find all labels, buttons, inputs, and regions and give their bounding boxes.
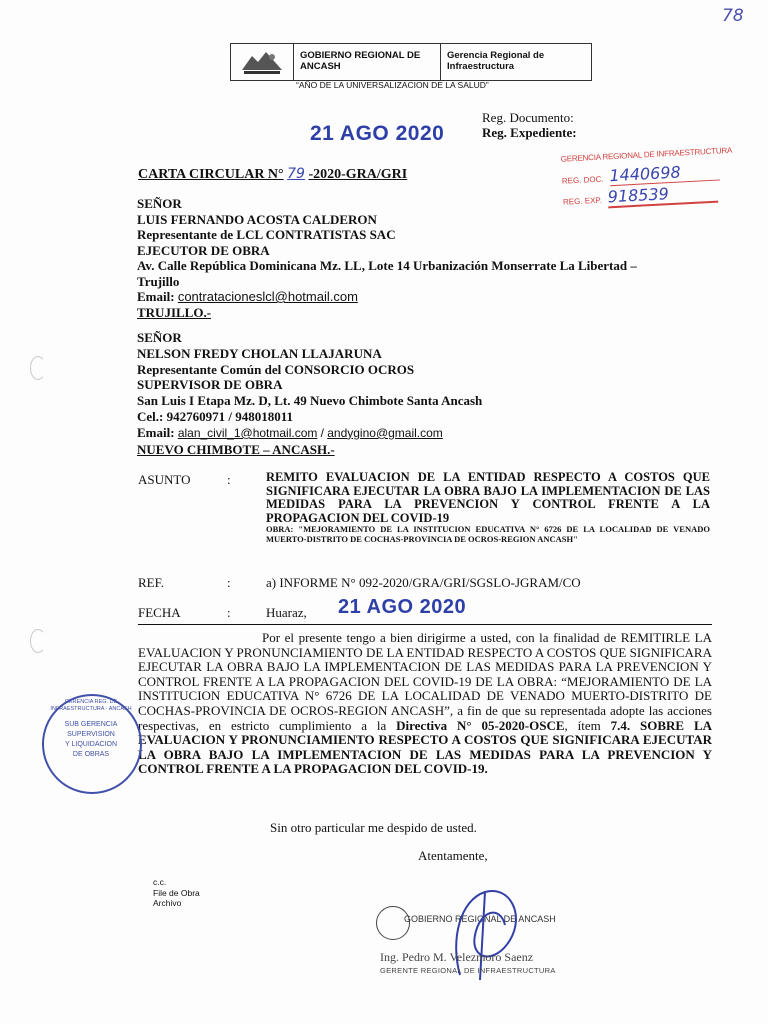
asunto-label: ASUNTO [138,472,191,487]
recipient-name: LUIS FERNANDO ACOSTA CALDERON [137,211,377,227]
carbon-copy [153,877,200,909]
signer-title: GERENTE REGIONAL DE INFRAESTRUCTURA [380,966,556,975]
signature-org: GOBIERNO REGIONAL DE ANCASH [404,914,556,924]
fecha-date-stamp: 21 AGO 2020 [338,596,467,618]
asunto-subject: REMITO EVALUACION DE LA ENTIDAD RESPECTO A COSTOS QUE SIGNIFICARA EJECUTAR LA OBRA BAJO LA IMPLEMENTACION DE LAS MEDIDAS PARA LA PREVENCION Y CONTROL FRENTE A LA PROPAGACION DEL COVID-19 [266,470,710,525]
stamp-doc-value: 1440698 [609,160,720,186]
stamp-doc-label: REG. DOC. [561,174,604,186]
cc-label: c.c. [153,877,167,887]
seal-ring-text: GERENCIA REG. DE INFRAESTRUCTURA · ANCASH [50,699,132,712]
asunto-obra: OBRA: "MEJORAMIENTO DE LA INSTITUCION EDUCATIVA N° 6726 DE LA LOCALIDAD DE VENADO MUERTO-DISTRITO DE COCHAS-PROVINCIA DE OCROS-REGION ANCASH" [266,524,710,544]
letter-prefix: CARTA CIRCULAR N° [138,167,284,182]
reg-documento-label: Reg. Documento: [482,110,574,125]
seal-line: Y LIQUIDACION [65,741,117,748]
region-logo [231,44,294,80]
email-link[interactable]: contratacioneslcl@hotmail.com [177,289,358,304]
registry-labels [482,110,577,140]
email-label: Email: [137,289,175,304]
punch-hole [30,629,46,653]
mountain-logo-icon [240,48,284,76]
office-seal [42,694,142,794]
seal-line: SUPERVISION [67,731,115,738]
letter-number [138,166,407,183]
org-name-right: Gerencia Regional de Infraestructura [447,50,545,72]
org-name-left: GOBIERNO REGIONAL DE ANCASH [294,44,441,80]
letter-suffix: -2020-GRA/GRI [308,167,408,182]
fecha-label: FECHA [138,605,181,620]
recipient-email-row [137,425,697,442]
stamp-exp-label: REG. EXP. [562,195,603,207]
letter-body [138,631,712,777]
recipient-2 [137,330,697,457]
recipient-role: SUPERVISOR DE OBRA [137,377,283,393]
recipient-email-row [137,289,697,305]
recipient-city: TRUJILLO.- [137,304,212,320]
seal-line: SUB GERENCIA [64,721,118,728]
asunto-colon: : [227,472,231,487]
recipient-address: San Luis I Etapa Mz. D, Lt. 49 Nuevo Chimbote Santa Ancash [137,393,483,409]
body-directiva: Directiva N° 05-2020-OSCE [396,717,565,733]
recipient-phone: Cel.: 942760971 / 948018011 [137,408,293,424]
salutation: SEÑOR [137,196,182,211]
year-motto: “AÑO DE LA UNIVERSALIZACION DE LA SALUD” [296,80,489,90]
signer-name: Ing. Pedro M. Velezmoro Saenz [380,950,534,964]
ref-colon: : [227,575,231,590]
recipient-address-city: Trujillo [137,273,180,289]
cc-item: Archivo [153,898,182,908]
letter-handwritten-number: 79 [287,166,305,182]
email-label: Email: [137,424,175,440]
body-mid: , ítem [564,717,601,733]
body-paragraph: Por el presente tengo a bien dirigirme a usted, con la finalidad de REMITIRLE LA EVALUACION Y PRONUNCIAMIENTO DE LA ENTIDAD RESPECTO A COSTOS QUE SIGNIFICARA EJECUTAR LA OBRA BAJO LA IMPLEMENTACION DE LAS MEDIDAS PARA LA PREVENCION Y CONTROL FRENTE A LA PROPAGACION DEL COVID-19 DE LA OBRA: “MEJORAMIENTO DE LA INSTITUCION EDUCATIVA N° 6726 DE LA LOCALIDAD DE VENADO MUERTO-DISTRITO DE COCHAS-PROVINCIA DE OCROS-REGION ANCASH”, a fin de que su representada adopte las acciones respectivas, en estricto cumplimiento a la [138,630,712,733]
ref-text: a) INFORME N° 092-2020/GRA/GRI/SGSLO-JGRAM/CO [266,575,581,590]
recipient-name: NELSON FREDY CHOLAN LLAJARUNA [137,345,382,361]
seal-line: DE OBRAS [72,751,110,758]
recipient-address: Av. Calle República Dominicana Mz. LL, Lote 14 Urbanización Monserrate La Libertad – [137,258,637,273]
recipient-role: EJECUTOR DE OBRA [137,242,270,258]
registry-stamp-title: GERENCIA REGIONAL DE INFRAESTRUCTURA [560,145,733,164]
stamp-exp-value: 918539 [607,182,718,209]
recipient-role: Representante de LCL CONTRATISTAS SAC [137,227,396,242]
regards-line: Atentamente, [418,848,488,863]
closing-line: Sin otro particular me despido de usted. [270,820,477,835]
salutation: SEÑOR [137,330,182,345]
page-number: 78 [722,6,744,26]
email-link[interactable]: alan_civil_1@hotmail.com [177,425,318,440]
punch-hole [30,356,46,380]
fecha-text: Huaraz, [266,605,307,620]
recipient-role: Representante Común del CONSORCIO OCROS [137,361,415,377]
recipient-1 [137,196,697,320]
recipient-city: NUEVO CHIMBOTE – ANCASH.- [137,441,335,457]
body-item: 7.4. SOBRE LA EVALUACION Y PRONUNCIAMIENTO RESPECTO A COSTOS QUE SIGNIFICARA EJECUTAR LA OBRA BAJO LA IMPLEMENTACION DE LAS MEDIDAS PARA LA PREVENCION Y CONTROL FRENTE A LA PROPAGACION DEL COVID-19. [138,717,713,777]
cc-item: File de Obra [153,887,200,898]
received-date-stamp: 21 AGO 2020 [310,122,445,145]
email-link[interactable]: andygino@gmail.com [327,425,443,440]
ref-label: REF. [138,575,165,590]
header-divider [138,624,712,625]
fecha-colon: : [227,605,231,620]
asunto-text [266,471,710,544]
letterhead [230,43,592,81]
reg-expediente-label: Reg. Expediente: [482,125,577,140]
email-separator: / [320,425,324,440]
